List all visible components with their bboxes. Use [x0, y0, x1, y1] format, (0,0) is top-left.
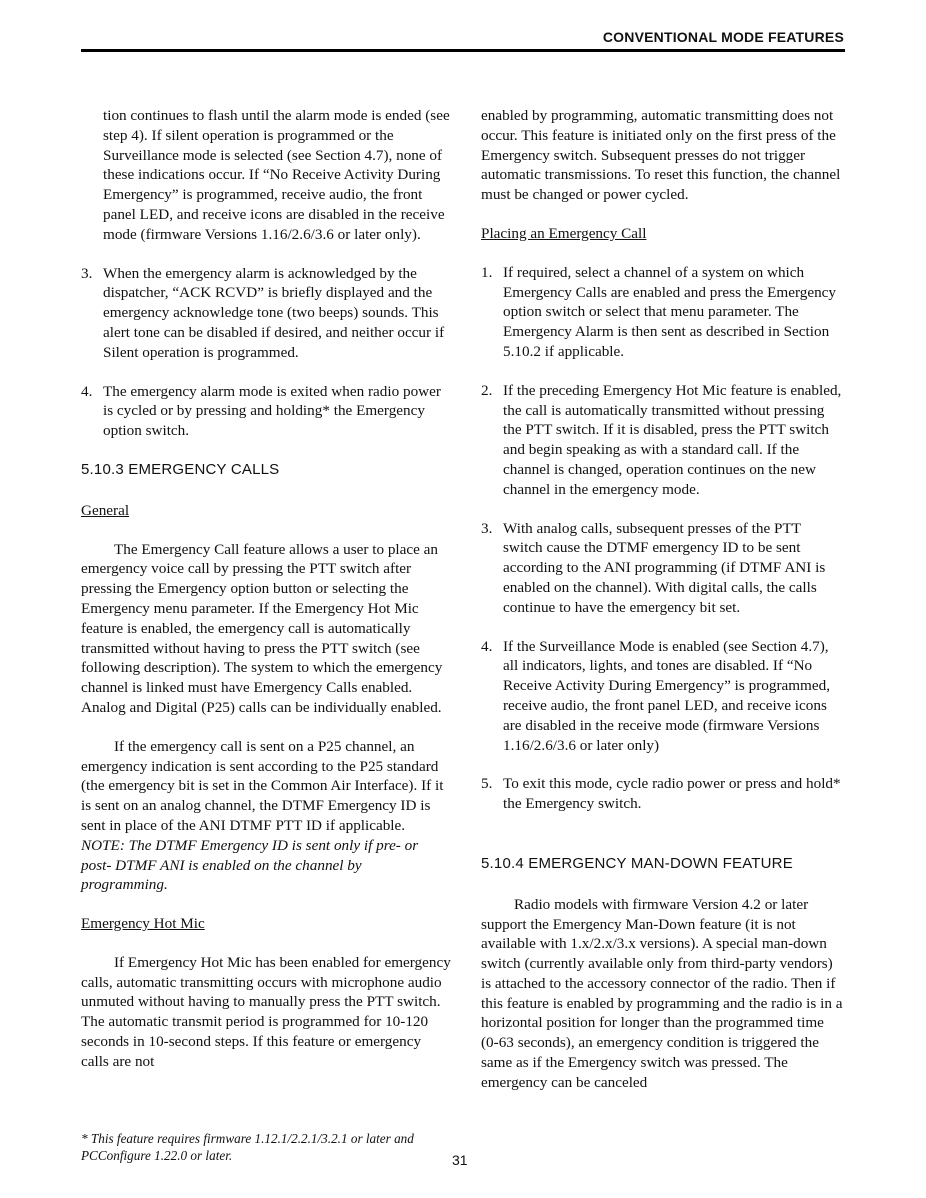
list-item-text: If the Surveillance Mode is enabled (see Section 4.7), all indicators, lights, and tones are disabled. If “No Receive Activity During Emergency” is programmed, receive audio, the front panel LED, and receive icons are disabled in the receive mode (firmware Versions 1.16/2.6/3.6 or later only): [503, 637, 830, 754]
left-column: [81, 106, 451, 1091]
list-item-4: [481, 637, 844, 756]
list-item-number: 5.: [481, 775, 493, 793]
list-item-text: If required, select a channel of a system on which Emergency Calls are enabled and press the Emergency option switch or select that menu parameter. The Emergency Alarm is then sent as described in Section 5.10.2 if applicable.: [503, 263, 837, 360]
paragraph-p25-text: If the emergency call is sent on a P25 channel, an emergency indication is sent according to the P25 standard (the emergency bit is set in the Common Air Interface). If it is sent on an analog channel, the DTMF Emergency ID is sent in place of the ANI DTMF PTT ID if applicable.: [81, 737, 444, 834]
list-item-text: If the preceding Emergency Hot Mic feature is enabled, the call is automatically transmitted without pressing the PTT switch. If it is disabled, press the PTT switch and begin speaking as with a standard call. If the channel is changed, operation continues on the new channel in the emergency mode.: [503, 381, 842, 498]
list-item-5: [481, 774, 844, 814]
continued-paragraph: tion continues to flash until the alarm mode is ended (see step 4). If silent operation is programmed or the Surveillance mode is selected (see Section 4.7), none of these indications occur. If “No Receive Activity During Emergency” is programmed, receive audio, the front panel LED, and receive icons are disabled in the receive mode (firmware Versions 1.16/2.6/3.6 or later only).: [103, 107, 450, 243]
paragraph-p25-note: NOTE: The DTMF Emergency ID is sent only if pre- or post- DTMF ANI is enabled on the channel by programming.: [81, 836, 419, 894]
page-header-title: CONVENTIONAL MODE FEATURES: [602, 29, 844, 45]
continued-paragraph-right: enabled by programming, automatic transmitting does not occur. This feature is initiated only on the first press of the Emergency switch. Subsequent presses do not trigger automatic transmissions. To reset this function, the channel must be changed or power cycled.: [481, 107, 841, 204]
list-item-3: [481, 519, 844, 618]
page-number: 31: [452, 1152, 468, 1168]
list-item-text: The emergency alarm mode is exited when radio power is cycled or by pressing and holding* the Emergency option switch.: [103, 382, 441, 440]
subheading-emergency-hot-mic: Emergency Hot Mic: [81, 915, 205, 933]
footnote: * This feature requires firmware 1.12.1/2.2.1/3.2.1 or later and PCConfigure 1.22.0 or later.: [81, 1131, 414, 1163]
list-item-number: 1.: [481, 263, 493, 281]
header-rule: [81, 49, 845, 52]
right-column: [481, 106, 844, 1112]
paragraph-p25: [81, 737, 451, 895]
paragraph-man-down: Radio models with firmware Version 4.2 or later support the Emergency Man-Down feature (it is not available with 1.x/2.x/3.x versions). A special man-down switch (currently available only from third-party vendors) is attached to the accessory connector of the radio. Then if this feature is enabled by programming and the radio is in a horizontal position for longer than the programmed time (0-63 seconds), an emergency condition is triggered the same as if the Emergency switch was pressed. The emergency can be canceled: [481, 895, 843, 1091]
list-item-number: 2.: [481, 381, 493, 399]
list-item-text: With analog calls, subsequent presses of the PTT switch cause the DTMF emergency ID to be sent according to the ANI programming (if DTMF ANI is enabled on the channel). With digital calls, the calls continue to have the emergency bit set.: [503, 519, 826, 616]
paragraph-hot-mic: If Emergency Hot Mic has been enabled for emergency calls, automatic transmitting occurs with microphone audio unmuted without having to manually press the PTT switch. The automatic transmit period is programmed for 10-120 seconds in 10-second steps. If this feature or emergency calls are not: [81, 953, 451, 1070]
subheading-general: General: [81, 501, 130, 519]
list-item-number: 4.: [481, 637, 493, 655]
list-item-text: To exit this mode, cycle radio power or press and hold* the Emergency switch.: [503, 775, 841, 813]
subheading-placing-emergency-call: Placing an Emergency Call: [481, 224, 647, 242]
list-item-text: When the emergency alarm is acknowledged by the dispatcher, “ACK RCVD” is briefly displayed and the emergency acknowledge tone (two beeps) sounds. This alert tone can be disabled if desired, and neither occur if Silent operation is programmed.: [103, 264, 445, 361]
list-item-1: [481, 263, 844, 362]
list-item-2: [481, 381, 844, 500]
section-heading-emergency-calls: 5.10.3 EMERGENCY CALLS: [81, 460, 280, 478]
paragraph-general: The Emergency Call feature allows a user to place an emergency voice call by pressing the PTT switch after pressing the Emergency option button or selecting the Emergency menu parameter. If the Emergency Hot Mic feature is enabled, the emergency call is automatically transmitted without having to press the PTT switch (see following description). The system to which the emergency channel is linked must have Emergency Calls enabled. Analog and Digital (P25) calls can be individually enabled.: [81, 540, 443, 716]
list-item-3: [81, 264, 451, 363]
list-item-number: 4.: [81, 382, 93, 400]
section-heading-man-down: 5.10.4 EMERGENCY MAN-DOWN FEATURE: [481, 854, 793, 872]
list-item-4: [81, 382, 451, 441]
list-item-number: 3.: [81, 264, 93, 282]
list-item-number: 3.: [481, 519, 493, 537]
